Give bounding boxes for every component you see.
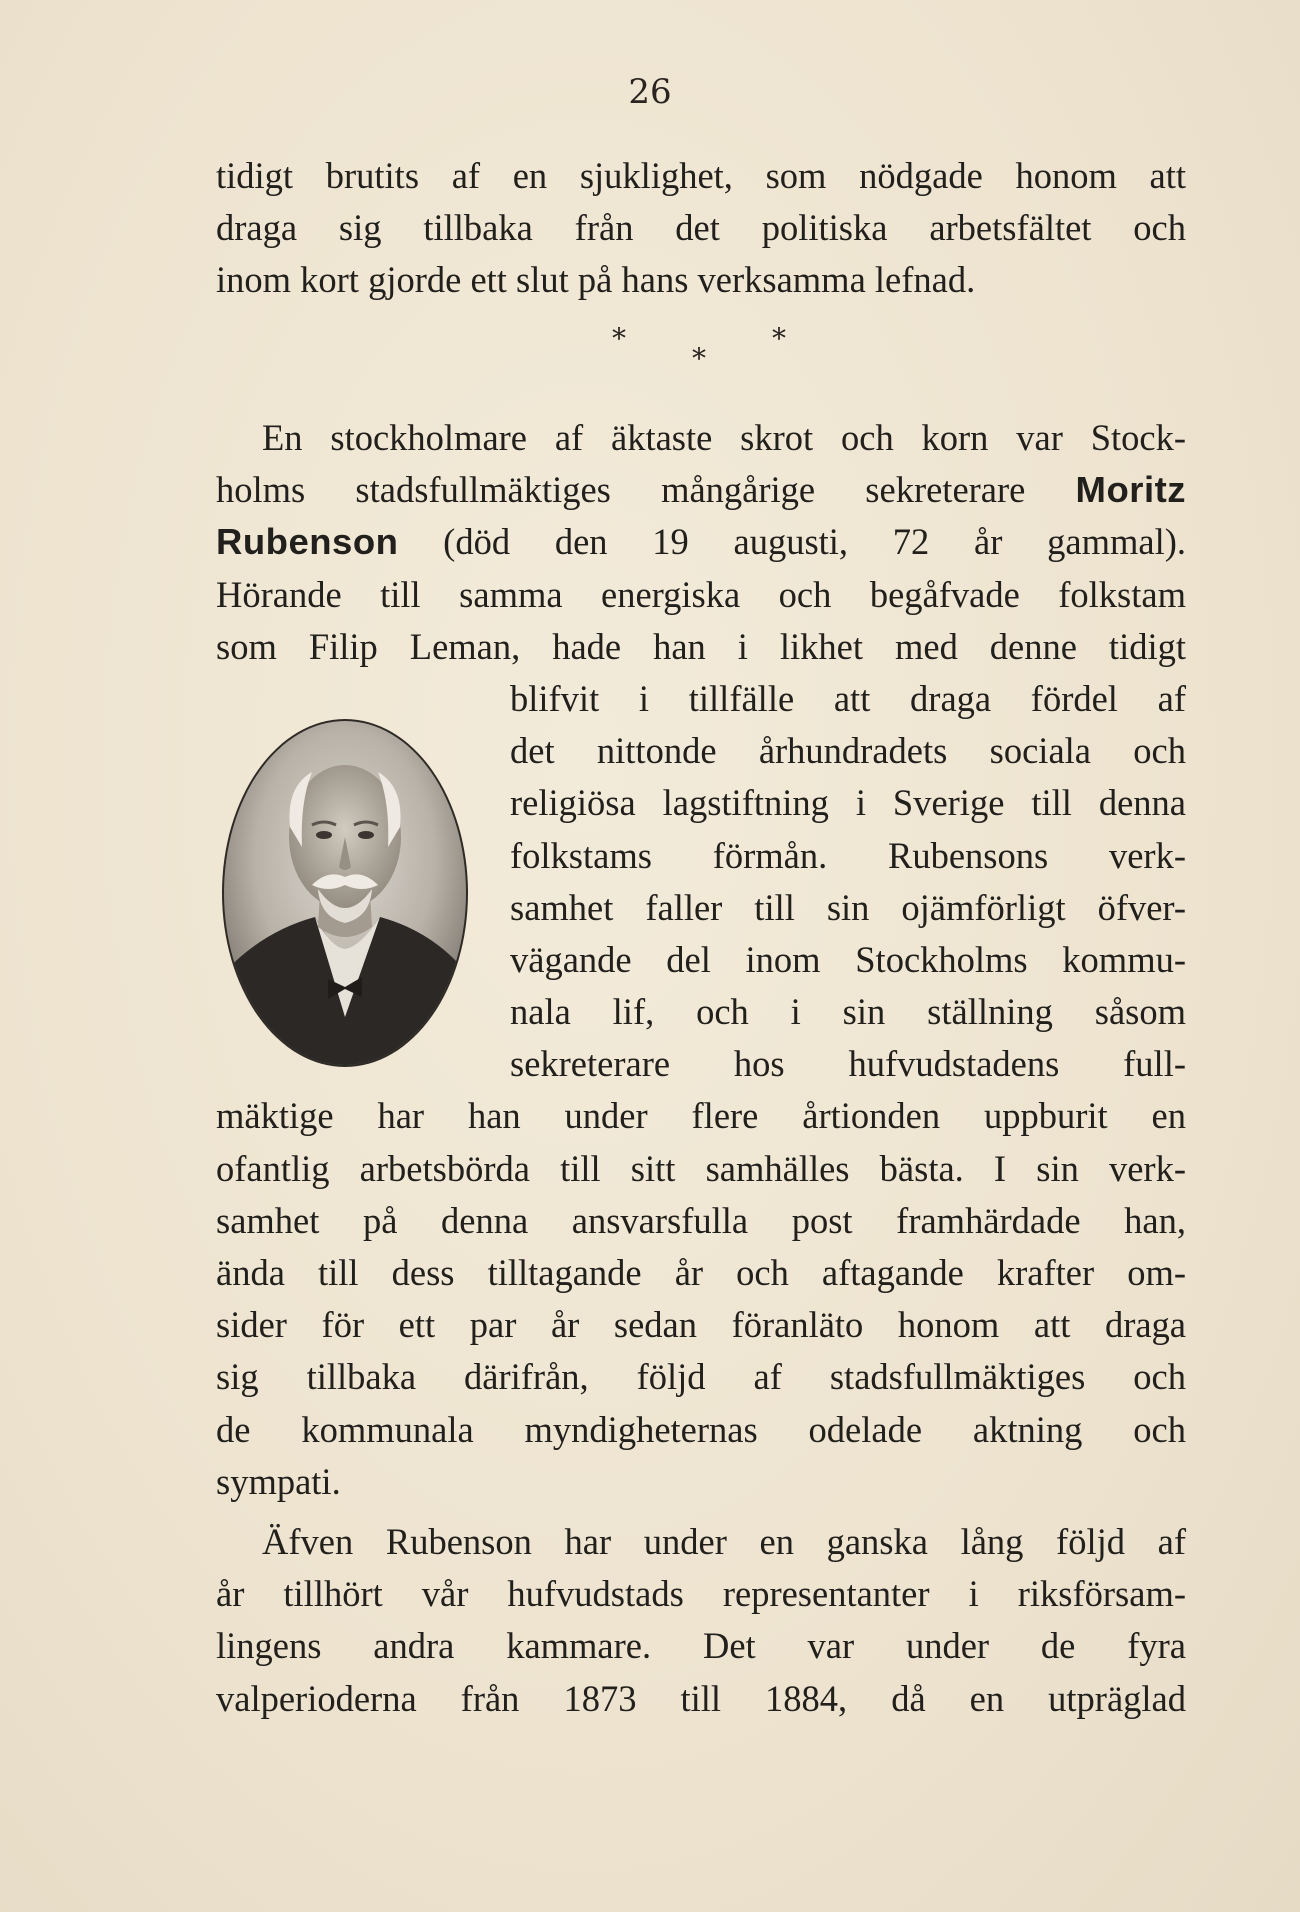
text-line: tidigt brutits af en sjuklighet, som nödgade honom att: [216, 155, 1186, 196]
asterism-separator: [0, 322, 1300, 382]
text-span: holms stadsfullmäktiges mångårige sekreterare: [216, 469, 1076, 511]
text-line: sekreterare hos hufvudstadens full-: [510, 1043, 1186, 1085]
person-name-last: Rubenson: [216, 521, 399, 563]
asterisk: *: [612, 322, 626, 355]
text-line: Äfven Rubenson har under en ganska lång följd af: [262, 1521, 1186, 1562]
text-line: religiösa lagstiftning i Sverige till denna: [510, 782, 1186, 824]
text-span: (död den 19 augusti, 72 år gammal).: [398, 521, 1186, 563]
text-line: som Filip Leman, hade han i likhet med denne tidigt: [216, 625, 1186, 667]
text-line: det nittonde århundradets sociala och: [510, 730, 1186, 772]
text-line: år tillhört vår hufvudstads representanter i riksförsam-: [216, 1573, 1186, 1615]
asterisk: *: [692, 342, 706, 375]
page-number: 26: [628, 72, 672, 112]
text-line: sider för ett par år sedan föranläto honom att draga: [216, 1304, 1186, 1346]
person-name-first: Moritz: [1075, 469, 1186, 511]
text-line: samhet på denna ansvarsfulla post framhärdade han,: [216, 1199, 1186, 1241]
text-line: vägande del inom Stockholms kommu-: [510, 938, 1186, 980]
text-line: sig tillbaka därifrån, följd af stadsfullmäktiges och: [216, 1356, 1186, 1398]
text-line: ofantlig arbetsbörda till sitt samhälles bästa. I sin verk-: [216, 1147, 1186, 1189]
text-line: lingens andra kammare. Det var under de fyra: [216, 1625, 1186, 1667]
text-line: valperioderna från 1873 till 1884, då en utpräglad: [216, 1677, 1186, 1719]
paragraph-3: [216, 1516, 1186, 1725]
text-line: draga sig tillbaka från det politiska arbetsfältet och: [216, 207, 1186, 249]
text-line: Hörande till samma energiska och begåfvade folkstam: [216, 573, 1186, 615]
text-line: inom kort gjorde ett slut på hans verksamma lefnad.: [216, 259, 976, 301]
paragraph-1: [216, 150, 1186, 307]
asterisk: *: [772, 322, 786, 355]
text-line: [216, 516, 1186, 568]
text-line: blifvit i tillfälle att draga fördel af: [510, 677, 1186, 719]
text-line: [216, 464, 1186, 516]
text-line: folkstams förmån. Rubensons verk-: [510, 834, 1186, 876]
portrait-photo: [220, 717, 470, 1069]
text-line: samhet faller till sin ojämförligt öfver-: [510, 886, 1186, 928]
text-line: mäktige har han under flere årtionden uppburit en: [216, 1095, 1186, 1137]
text-line: de kommunala myndigheternas odelade aktning och: [216, 1408, 1186, 1450]
text-line: En stockholmare af äktaste skrot och korn var Stock-: [262, 417, 1186, 458]
text-line: sympati.: [216, 1460, 341, 1502]
text-line: nala lif, och i sin ställning såsom: [510, 991, 1186, 1033]
text-line: ända till dess tilltagande år och aftagande krafter om-: [216, 1252, 1186, 1293]
